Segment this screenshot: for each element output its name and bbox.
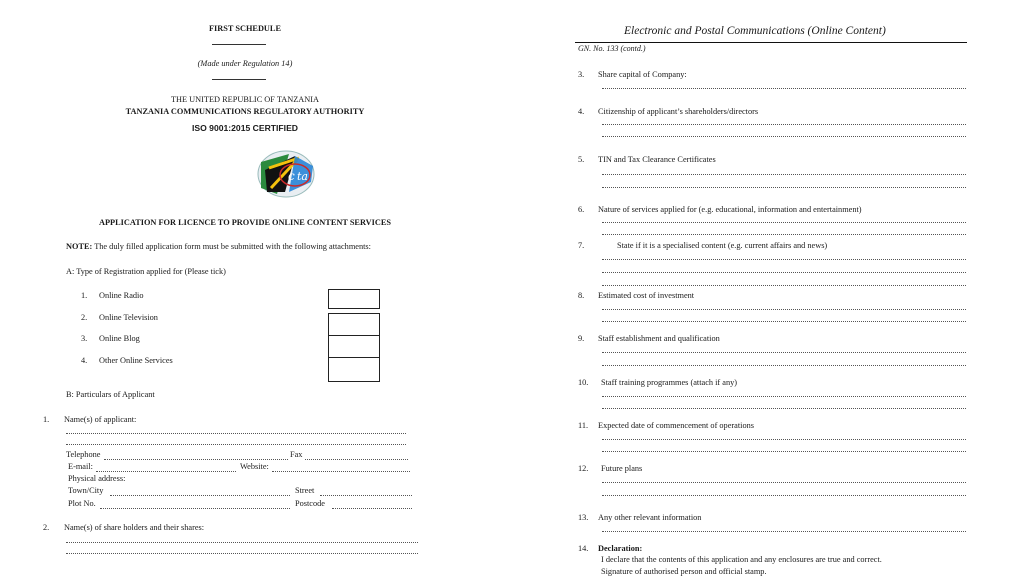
shareholders-label: Name(s) of share holders and their shares:: [64, 523, 205, 532]
staff-training-line[interactable]: [602, 408, 966, 409]
website-label: Website:: [240, 462, 269, 471]
share-capital-line[interactable]: [602, 88, 966, 89]
physical-address-label: Physical address:: [68, 474, 126, 483]
postcode-label: Postcode: [295, 499, 325, 508]
tcra-logo: [255, 148, 317, 200]
registration-label-online-television: Online Television: [99, 313, 158, 322]
tin-label: TIN and Tax Clearance Certificates: [598, 155, 716, 164]
street-field[interactable]: [320, 495, 412, 496]
item-number: 4.: [578, 107, 585, 116]
header-rule: [575, 42, 967, 43]
note-label: NOTE:: [66, 242, 93, 251]
made-under-text: (Made under Regulation 14): [197, 59, 293, 68]
left-page: [0, 0, 490, 580]
item-number: 3.: [578, 70, 585, 79]
item-number: 11.: [578, 421, 589, 430]
tick-box-online-radio[interactable]: [328, 289, 380, 309]
commencement-date-line[interactable]: [602, 439, 966, 440]
item-number: 1.: [43, 415, 50, 424]
registration-num: 4.: [81, 356, 88, 365]
registration-num: 2.: [81, 313, 88, 322]
staff-training-line[interactable]: [602, 396, 966, 397]
registration-label-online-radio: Online Radio: [99, 291, 144, 300]
website-field[interactable]: [272, 471, 410, 472]
item-number: 13.: [578, 513, 589, 522]
registration-num: 3.: [81, 334, 88, 343]
postcode-field[interactable]: [332, 508, 412, 509]
svg-text:ta: ta: [297, 170, 308, 183]
gn-reference: GN. No. 133 (contd.): [578, 44, 646, 53]
item-number: 6.: [578, 205, 585, 214]
declaration-text: I declare that the contents of this application and any enclosures are true and correct.: [601, 555, 882, 564]
section-b-heading: B: Particulars of Applicant: [66, 390, 155, 399]
divider: [212, 44, 266, 45]
investment-cost-label: Estimated cost of investment: [598, 291, 695, 300]
right-page: [510, 0, 1021, 580]
fax-field[interactable]: [305, 459, 408, 460]
registration-num: 1.: [81, 291, 88, 300]
section-a-heading: A: Type of Registration applied for (Please tick): [66, 267, 226, 276]
tin-line[interactable]: [602, 174, 966, 175]
declaration-label: Declaration:: [598, 544, 643, 553]
registration-label-online-blog: Online Blog: [99, 334, 140, 343]
nature-of-services-line[interactable]: [602, 222, 966, 223]
specialised-content-line[interactable]: [602, 285, 966, 286]
application-title: APPLICATION FOR LICENCE TO PROVIDE ONLINE CONTENT SERVICES: [98, 218, 392, 227]
shareholders-line[interactable]: [66, 542, 418, 543]
town-field[interactable]: [110, 495, 290, 496]
telephone-field[interactable]: [104, 459, 288, 460]
item-number: 5.: [578, 155, 585, 164]
future-plans-line[interactable]: [602, 495, 966, 496]
commencement-date-label: Expected date of commencement of operations: [598, 421, 754, 430]
staff-establishment-line[interactable]: [602, 365, 966, 366]
email-label: E-mail:: [68, 462, 93, 471]
republic-heading: THE UNITED REPUBLIC OF TANZANIA: [170, 95, 320, 104]
note-text: The duly filled application form must be submitted with the following attachments:: [92, 242, 371, 251]
investment-cost-line[interactable]: [602, 321, 966, 322]
plot-label: Plot No.: [68, 499, 96, 508]
item-number: 14.: [578, 544, 589, 553]
note-paragraph: [66, 242, 371, 251]
divider: [212, 79, 266, 80]
applicant-name-line[interactable]: [66, 433, 406, 434]
nature-of-services-line[interactable]: [602, 234, 966, 235]
email-field[interactable]: [96, 471, 236, 472]
telephone-label: Telephone: [66, 450, 101, 459]
staff-establishment-line[interactable]: [602, 352, 966, 353]
registration-label-other-online-services: Other Online Services: [99, 356, 173, 365]
running-header: Electronic and Postal Communications (Online Content): [624, 25, 886, 37]
tcra-logo-icon: [255, 148, 317, 200]
svg-text:c: c: [288, 169, 295, 183]
citizenship-line[interactable]: [602, 124, 966, 125]
iso-certified: ISO 9001:2015 CERTIFIED: [191, 123, 299, 133]
other-information-label: Any other relevant information: [598, 513, 702, 522]
applicant-name-line[interactable]: [66, 444, 406, 445]
staff-training-label: Staff training programmes (attach if any): [601, 378, 738, 387]
plot-field[interactable]: [100, 508, 290, 509]
authority-heading: TANZANIA COMMUNICATIONS REGULATORY AUTHORITY: [125, 107, 365, 116]
investment-cost-line[interactable]: [602, 309, 966, 310]
citizenship-label: Citizenship of applicant’s shareholders/directors: [598, 107, 759, 116]
future-plans-label: Future plans: [601, 464, 643, 473]
schedule-title: FIRST SCHEDULE: [208, 24, 281, 33]
specialised-content-line[interactable]: [602, 272, 966, 273]
other-information-line[interactable]: [602, 531, 966, 532]
town-label: Town/City: [68, 486, 104, 495]
street-label: Street: [295, 486, 315, 495]
specialised-content-label: State if it is a specialised content (e.g. current affairs and news): [617, 241, 828, 250]
tick-box-online-blog[interactable]: [328, 335, 380, 358]
nature-of-services-label: Nature of services applied for (e.g. educational, information and entertainment): [598, 205, 862, 214]
citizenship-line[interactable]: [602, 136, 966, 137]
item-number: 7.: [578, 241, 585, 250]
tin-line[interactable]: [602, 187, 966, 188]
tick-box-online-television[interactable]: [328, 313, 380, 336]
tick-box-other-online-services[interactable]: [328, 357, 380, 382]
item-number: 2.: [43, 523, 50, 532]
item-number: 12.: [578, 464, 589, 473]
applicant-name-label: Name(s) of applicant:: [64, 415, 137, 424]
item-number: 9.: [578, 334, 585, 343]
item-number: 10.: [578, 378, 589, 387]
fax-label: Fax: [290, 450, 303, 459]
share-capital-label: Share capital of Company:: [598, 70, 687, 79]
staff-establishment-label: Staff establishment and qualification: [598, 334, 720, 343]
shareholders-line[interactable]: [66, 553, 418, 554]
signature-text: Signature of authorised person and official stamp.: [601, 567, 767, 576]
future-plans-line[interactable]: [602, 482, 966, 483]
commencement-date-line[interactable]: [602, 451, 966, 452]
specialised-content-line[interactable]: [602, 259, 966, 260]
item-number: 8.: [578, 291, 585, 300]
